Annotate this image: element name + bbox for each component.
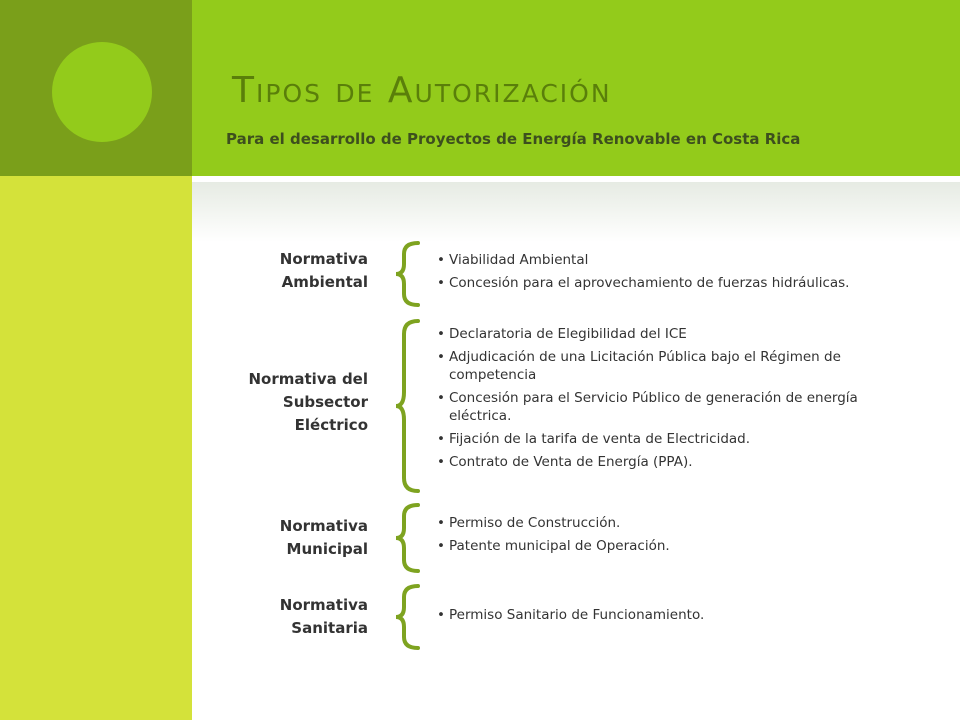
left-accent-bar-bottom [0,176,192,720]
category-label-municipal [280,515,368,561]
list-item: • Permiso Sanitario de Funcionamiento. [437,606,907,624]
list-item: • Permiso de Construcción. [437,514,907,532]
category-label-line: Normativa del [248,370,368,388]
category-label-line: Eléctrico [294,416,368,434]
decorative-circle [52,42,152,142]
category-label-ambiental [280,248,368,294]
slide-subtitle: Para el desarrollo de Proyectos de Energía Renovable en Costa Rica [226,130,801,148]
list-item: • Declaratoria de Elegibilidad del ICE [437,325,907,343]
curly-brace-icon [392,502,422,574]
category-label-sanitaria [280,594,368,640]
curly-brace-icon [392,583,422,651]
list-item: • Contrato de Venta de Energía (PPA). [437,453,907,471]
list-item: • Patente municipal de Operación. [437,537,907,555]
curly-brace-icon [392,240,422,308]
list-item: • Fijación de la tarifa de venta de Electricidad. [437,430,907,448]
list-item: • Viabilidad Ambiental [437,251,907,269]
bullet-list-electrico [437,325,907,476]
category-label-line: Normativa [279,596,368,614]
category-label-electrico [249,368,369,437]
slide-title: Tipos de Autorización [232,70,612,111]
category-label-line: Municipal [286,540,368,558]
bullet-list-sanitaria [437,606,907,629]
category-label-line: Sanitaria [291,619,368,637]
gradient-band [192,182,960,242]
category-label-line: Subsector [282,393,368,411]
category-label-line: Ambiental [281,273,368,291]
curly-brace-icon [392,318,422,494]
bullet-list-ambiental [437,251,907,297]
category-label-line: Normativa [279,517,368,535]
list-item: • Concesión para el aprovechamiento de fuerzas hidráulicas. [437,274,907,292]
category-label-line: Normativa [279,250,368,268]
list-item: • Adjudicación de una Licitación Pública bajo el Régimen de competencia [437,348,907,384]
bullet-list-municipal [437,514,907,560]
list-item: • Concesión para el Servicio Público de generación de energía eléctrica. [437,389,907,425]
